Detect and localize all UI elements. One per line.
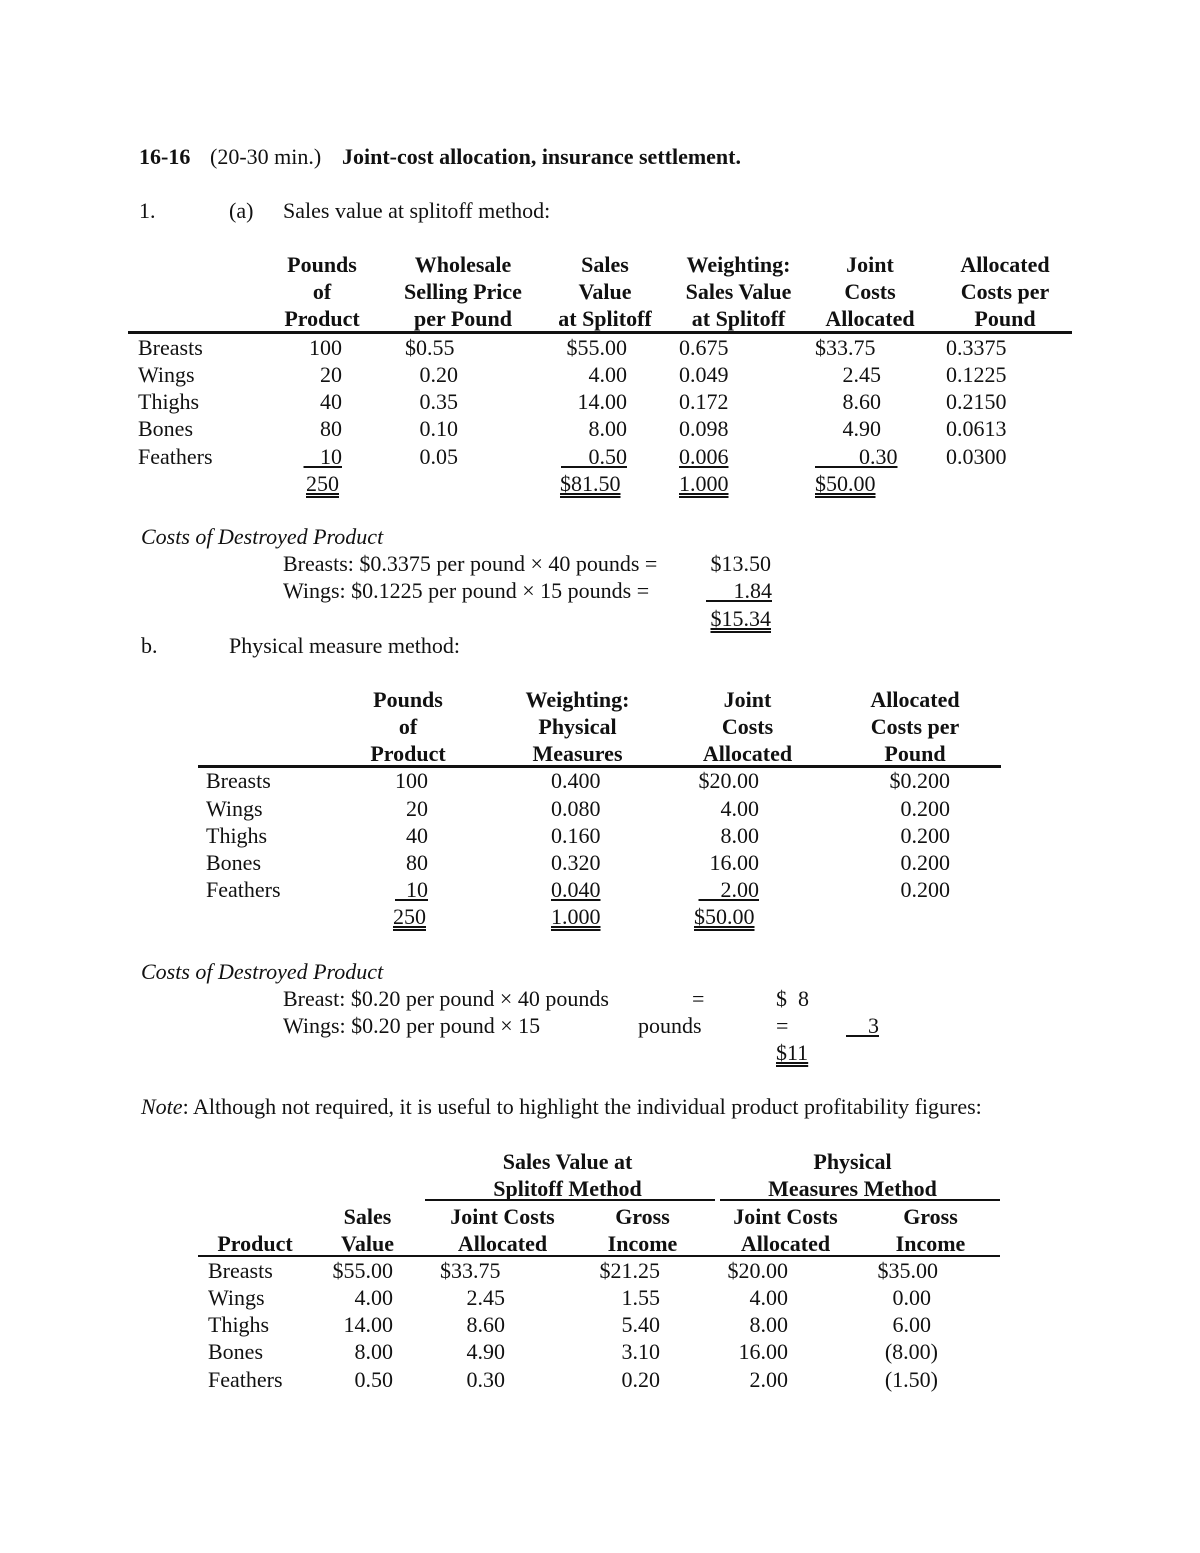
- table-cell: 14.00: [577, 389, 627, 414]
- table-cell: 40: [406, 823, 428, 848]
- table-cell: 2.45: [842, 362, 881, 387]
- table-cell: $20.00: [698, 768, 759, 793]
- table-row-label: Bones: [208, 1339, 263, 1364]
- table-cell: 2.00: [749, 1367, 788, 1392]
- table-cell: 0.20: [419, 362, 458, 387]
- col-header: Weighting: Physical Measures: [525, 687, 630, 766]
- table-cell: 4.00: [354, 1285, 393, 1310]
- group-header-physical: Physical Measures Method: [768, 1149, 937, 1201]
- col-header: Pounds of Product: [284, 252, 360, 331]
- table-cell: 10: [406, 877, 428, 902]
- table-cell: 0.006: [679, 444, 729, 469]
- table-cell: $21.25: [599, 1258, 660, 1283]
- destroyed-line: Wings: $0.1225 per pound × 15 pounds =: [283, 578, 650, 603]
- table-row-label: Wings: [138, 362, 195, 387]
- table-cell: 10: [320, 444, 342, 469]
- table-row-label: Breasts: [206, 768, 271, 793]
- part-number: 1.: [139, 198, 156, 223]
- col-header: Sales Value at Splitoff: [558, 252, 652, 331]
- destroyed-value: $ 8: [776, 986, 809, 1011]
- destroyed-equals: =: [776, 1013, 789, 1038]
- table-cell: $0.55: [405, 335, 455, 360]
- col-header: Sales Value: [341, 1204, 394, 1256]
- table-row-label: Breasts: [138, 335, 203, 360]
- destroyed-value: 3: [868, 1013, 879, 1038]
- col-header: Joint Costs Allocated: [702, 687, 793, 766]
- table-cell: 0.30: [859, 444, 898, 469]
- destroyed-line: Breast: $0.20 per pound × 40 pounds: [283, 986, 609, 1011]
- note-text: : Although not required, it is useful to highlight the individual product profitability figures:: [182, 1094, 982, 1119]
- table-cell: $20.00: [727, 1258, 788, 1283]
- destroyed-equals: =: [692, 986, 705, 1011]
- table-cell: 0.35: [419, 389, 458, 414]
- table-cell: 0.200: [900, 823, 950, 848]
- total-cell: 1.000: [551, 904, 601, 929]
- part-a-label: Sales value at splitoff method:: [283, 198, 551, 223]
- table-row-label: Wings: [208, 1285, 265, 1310]
- table-cell: 100: [309, 335, 342, 360]
- time-estimate: (20-30 min.): [210, 144, 322, 169]
- table-cell: 20: [406, 796, 428, 821]
- table-cell: 2.45: [466, 1285, 505, 1310]
- table-cell: 0.00: [892, 1285, 931, 1310]
- table-cell: 0.3375: [946, 335, 1007, 360]
- problem-title: Joint-cost allocation, insurance settlement.: [342, 144, 741, 169]
- table-cell: $55.00: [566, 335, 627, 360]
- table-cell: 8.60: [466, 1312, 505, 1337]
- part-b-letter: b.: [141, 633, 158, 658]
- table-cell: $33.75: [440, 1258, 501, 1283]
- table-cell: 40: [320, 389, 342, 414]
- total-cell: 1.000: [679, 471, 729, 496]
- total-cell: 250: [306, 471, 339, 496]
- table-cell: 0.675: [679, 335, 729, 360]
- table-cell: 3.10: [621, 1339, 660, 1364]
- table-row-label: Feathers: [138, 444, 213, 469]
- table-cell: 4.90: [466, 1339, 505, 1364]
- table-cell: 0.10: [419, 416, 458, 441]
- table-cell: 0.049: [679, 362, 729, 387]
- table-cell: 0.20: [621, 1367, 660, 1392]
- table-cell: 8.00: [354, 1339, 393, 1364]
- table-cell: 0.1225: [946, 362, 1007, 387]
- table-cell: 1.55: [621, 1285, 660, 1310]
- table-cell: 16.00: [738, 1339, 788, 1364]
- table-cell: 20: [320, 362, 342, 387]
- col-header: Joint Costs Allocated: [450, 1204, 555, 1256]
- destroyed-value: $13.50: [710, 551, 771, 576]
- table-row-label: Feathers: [206, 877, 281, 902]
- table-row-label: Thighs: [138, 389, 200, 414]
- table-cell: 4.00: [749, 1285, 788, 1310]
- table-cell: 0.200: [900, 877, 950, 902]
- col-header: Joint Costs Allocated: [733, 1204, 838, 1256]
- note: [141, 1094, 982, 1120]
- table-cell: (1.50): [884, 1367, 938, 1392]
- col-header: Allocated Costs per Pound: [960, 252, 1050, 331]
- destroyed-line: Wings: $0.20 per pound × 15: [283, 1013, 541, 1038]
- table-cell: 4.00: [588, 362, 627, 387]
- col-header: Allocated Costs per Pound: [870, 687, 960, 766]
- col-header: Pounds of Product: [370, 687, 446, 766]
- table-cell: 0.2150: [946, 389, 1007, 414]
- table-row-label: Bones: [138, 416, 193, 441]
- table-cell: 0.50: [354, 1367, 393, 1392]
- total-cell: 250: [393, 904, 426, 929]
- destroyed-line: Breasts: $0.3375 per pound × 40 pounds =: [283, 551, 658, 576]
- table-row-label: Breasts: [208, 1258, 273, 1283]
- col-header: Gross Income: [607, 1204, 678, 1256]
- table-cell: 0.172: [679, 389, 729, 414]
- table-cell: 0.400: [551, 768, 601, 793]
- total-cell: $81.50: [560, 471, 621, 496]
- table-cell: 2.00: [720, 877, 759, 902]
- group-rule: [720, 1199, 1000, 1201]
- destroyed-value: 1.84: [733, 578, 772, 603]
- note-label: Note: [141, 1094, 183, 1119]
- problem-number: 16-16: [139, 144, 191, 169]
- col-header: Weighting: Sales Value at Splitoff: [685, 252, 792, 331]
- table-cell: 0.098: [679, 416, 729, 441]
- table-cell: 80: [406, 850, 428, 875]
- table-cell: 5.40: [621, 1312, 660, 1337]
- table-cell: 0.200: [900, 850, 950, 875]
- table-cell: $33.75: [815, 335, 876, 360]
- table-cell: 8.00: [720, 823, 759, 848]
- group-header-splitoff: Sales Value at Splitoff Method: [493, 1149, 642, 1201]
- total-cell: $50.00: [694, 904, 755, 929]
- table-cell: 0.160: [551, 823, 601, 848]
- table-cell: 0.30: [466, 1367, 505, 1392]
- header-rule: [198, 1255, 1000, 1257]
- part-a-letter: (a): [229, 198, 254, 223]
- table-cell: 8.00: [588, 416, 627, 441]
- table-cell: $35.00: [877, 1258, 938, 1283]
- table-cell: 0.0300: [946, 444, 1007, 469]
- table-cell: $55.00: [332, 1258, 393, 1283]
- col-header: Product: [217, 1231, 293, 1256]
- table-cell: 0.040: [551, 877, 601, 902]
- table-cell: 14.00: [343, 1312, 393, 1337]
- table-cell: 8.60: [842, 389, 881, 414]
- table-row-label: Thighs: [208, 1312, 270, 1337]
- destroyed-unit: pounds: [638, 1013, 702, 1038]
- total-cell: $50.00: [815, 471, 876, 496]
- destroyed-total: $15.34: [710, 606, 771, 631]
- destroyed-title: Costs of Destroyed Product: [141, 959, 384, 984]
- table-cell: 8.00: [749, 1312, 788, 1337]
- table-cell: 0.200: [900, 796, 950, 821]
- table-cell: 6.00: [892, 1312, 931, 1337]
- table-row-label: Wings: [206, 796, 263, 821]
- table-cell: 0.05: [419, 444, 458, 469]
- table-cell: 100: [395, 768, 428, 793]
- col-header: Wholesale Selling Price per Pound: [404, 252, 522, 331]
- table-row-label: Feathers: [208, 1367, 283, 1392]
- table-cell: 4.00: [720, 796, 759, 821]
- table-cell: 16.00: [709, 850, 759, 875]
- table-cell: 0.320: [551, 850, 601, 875]
- header-rule: [128, 331, 1072, 334]
- table-cell: 0.080: [551, 796, 601, 821]
- table-cell: 4.90: [842, 416, 881, 441]
- destroyed-total: $11: [776, 1040, 809, 1065]
- table-cell: 0.0613: [946, 416, 1007, 441]
- table-row-label: Thighs: [206, 823, 268, 848]
- group-rule: [425, 1199, 715, 1201]
- table-cell: 0.50: [588, 444, 627, 469]
- table-row-label: Bones: [206, 850, 261, 875]
- table-cell: $0.200: [889, 768, 950, 793]
- table-cell: 80: [320, 416, 342, 441]
- table-cell: (8.00): [884, 1339, 938, 1364]
- col-header: Joint Costs Allocated: [825, 252, 915, 331]
- destroyed-title: Costs of Destroyed Product: [141, 524, 384, 549]
- col-header: Gross Income: [895, 1204, 966, 1256]
- part-b-label: Physical measure method:: [229, 633, 460, 658]
